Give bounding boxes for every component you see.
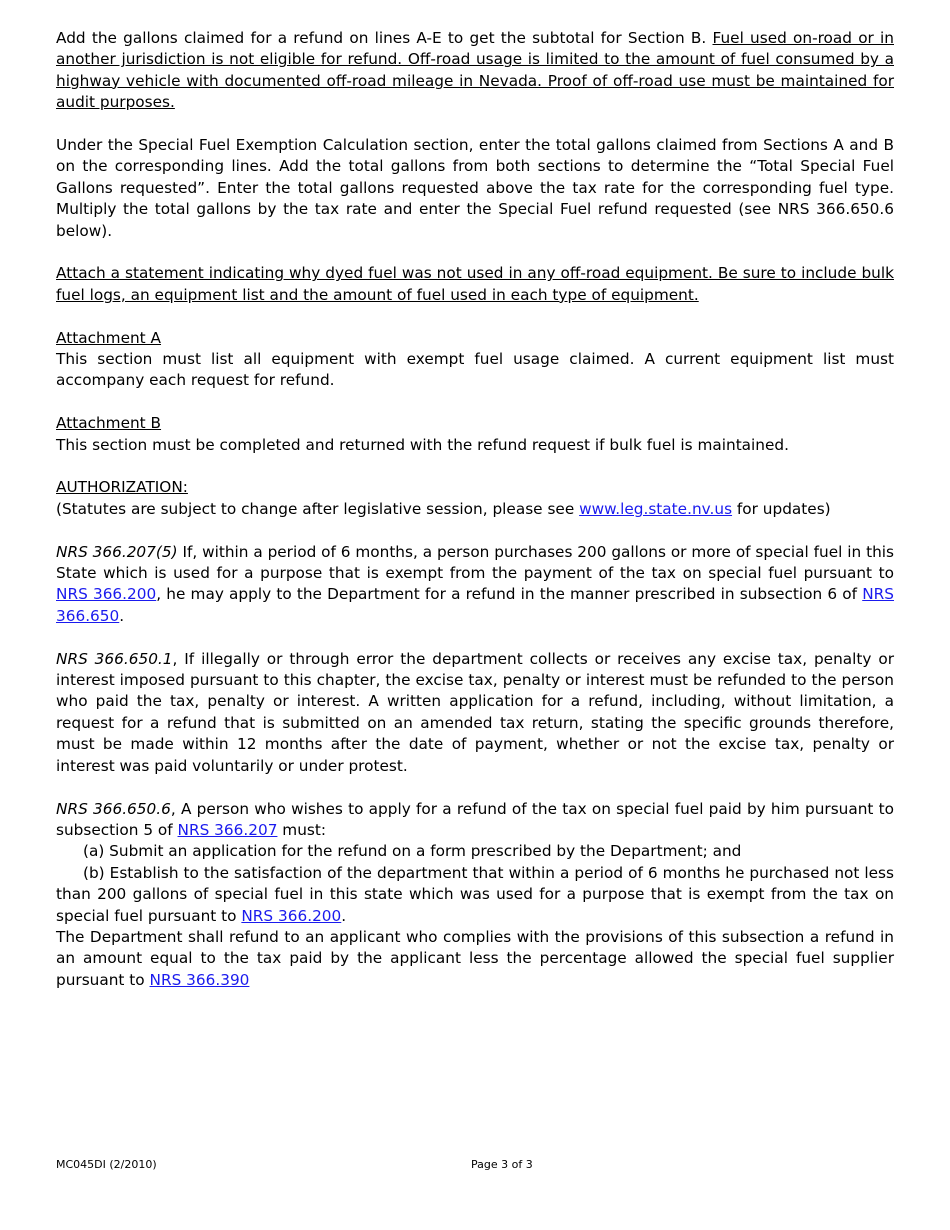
- nrs-366-200-link[interactable]: NRS 366.200: [56, 585, 157, 604]
- item-a: [56, 841, 894, 862]
- item-b: [56, 863, 894, 927]
- authorization-note-before: (Statutes are subject to change after legislative session, please see: [56, 499, 580, 518]
- attachment-a-heading: Attachment A: [56, 328, 162, 347]
- nrs-366-650-6-must: must:: [277, 820, 327, 839]
- nrs-366-650-link[interactable]: NRS 366.650: [56, 585, 894, 625]
- nrs-366-207-citation: NRS 366.207(5): [56, 542, 178, 561]
- off-road-usage-notice: Fuel used on-road or in another jurisdiction is not eligible for refund. Off-road usage is limited to the amount of fuel consumed by a highway vehicle with documented off-road mileage in Nevada. Proof of off-road use must be maintained for audit purposes.: [56, 29, 894, 112]
- attachment-b-section: [56, 413, 894, 456]
- authorization-note-after: for updates): [732, 499, 831, 518]
- nrs-366-650-1-paragraph: [56, 649, 894, 777]
- nrs-366-650-6-text: , A person who wishes to apply for a refund of the tax on special fuel paid by him pursuant to subsection 5 of: [56, 799, 894, 839]
- form-id: MC045DI (2/2010): [56, 1158, 157, 1171]
- department-refund-statement: [56, 927, 894, 991]
- attachment-b-text: This section must be completed and returned with the refund request if bulk fuel is maintained.: [56, 435, 789, 454]
- nrs-366-207-text-cont: , he may apply to the Department for a refund in the manner prescribed in subsection 6 of: [156, 585, 863, 604]
- attachment-a-section: [56, 328, 894, 392]
- nrs-366-650-6-citation: NRS 366.650.6: [56, 799, 171, 818]
- dyed-fuel-statement-notice: Attach a statement indicating why dyed fuel was not used in any off-road equipment. Be sure to include bulk fuel logs, an equipment list and the amount of fuel used in each type of equipment.: [56, 264, 894, 304]
- page-number: Page 3 of 3: [471, 1158, 533, 1171]
- nrs-366-650-1-text: , If illegally or through error the department collects or receives any excise tax, penalty or interest imposed pursuant to this chapter, the excise tax, penalty or interest must be refunded to the person who paid the tax, penalty or interest. A written application for a refund, including, without limitation, a request for a refund that is submitted on an amended tax return, stating the specific grounds therefore, must be made within 12 months after the date of payment, whether or not the excise tax, penalty or interest was paid voluntarily or under protest.: [56, 649, 894, 775]
- item-b-nrs-366-200-link[interactable]: NRS 366.200: [241, 906, 342, 925]
- nrs-366-650-1-citation: NRS 366.650.1: [56, 649, 173, 668]
- section-b-instructions: [56, 28, 894, 114]
- exemption-calculation-instructions: Under the Special Fuel Exemption Calculation section, enter the total gallons claimed from Sections A and B on the corresponding lines. Add the total gallons from both sections to determine the “Total Special Fuel Gallons requested”. Enter the total gallons requested above the tax rate for the corresponding fuel type. Multiply the total gallons by the tax rate and enter the Special Fuel refund requested (see NRS 366.650.6 below).: [56, 136, 894, 240]
- legislature-website-link[interactable]: www.leg.state.nv.us: [579, 499, 733, 518]
- authorization-heading: AUTHORIZATION:: [56, 478, 188, 497]
- document-page: [56, 28, 894, 1013]
- department-refund-text: The Department shall refund to an applicant who complies with the provisions of this subsection a refund in an amount equal to the tax paid by the applicant less the percentage allowed the special fuel supplier pursuant to: [56, 927, 894, 989]
- nrs-366-207-period: .: [119, 606, 125, 625]
- nrs-366-207-text: If, within a period of 6 months, a person purchases 200 gallons or more of special fuel in this State which is used for a purpose that is exempt from the payment of the tax on special fuel pursuant to: [56, 542, 894, 583]
- section-b-text: Add the gallons claimed for a refund on lines A-E to get the subtotal for Section B.: [56, 29, 713, 47]
- authorization-section: [56, 477, 894, 520]
- attachment-b-heading: Attachment B: [56, 414, 162, 433]
- item-a-text: (a) Submit an application for the refund on a form prescribed by the Department; and: [83, 842, 742, 861]
- nrs-366-650-6-paragraph: [56, 799, 894, 992]
- item-b-text: (b) Establish to the satisfaction of the department that within a period of 6 months he purchased not less than 200 gallons of special fuel in this state which was used for a purpose that is exempt from the tax on special fuel pursuant to: [56, 863, 894, 925]
- item-b-period: .: [341, 906, 347, 925]
- nrs-366-390-link[interactable]: NRS 366.390: [149, 970, 250, 989]
- attachment-a-text: This section must list all equipment with exempt fuel usage claimed. A current equipment list must accompany each request for refund.: [56, 350, 894, 390]
- nrs-366-207-paragraph: [56, 542, 894, 628]
- nrs-366-207-link[interactable]: NRS 366.207: [177, 820, 278, 839]
